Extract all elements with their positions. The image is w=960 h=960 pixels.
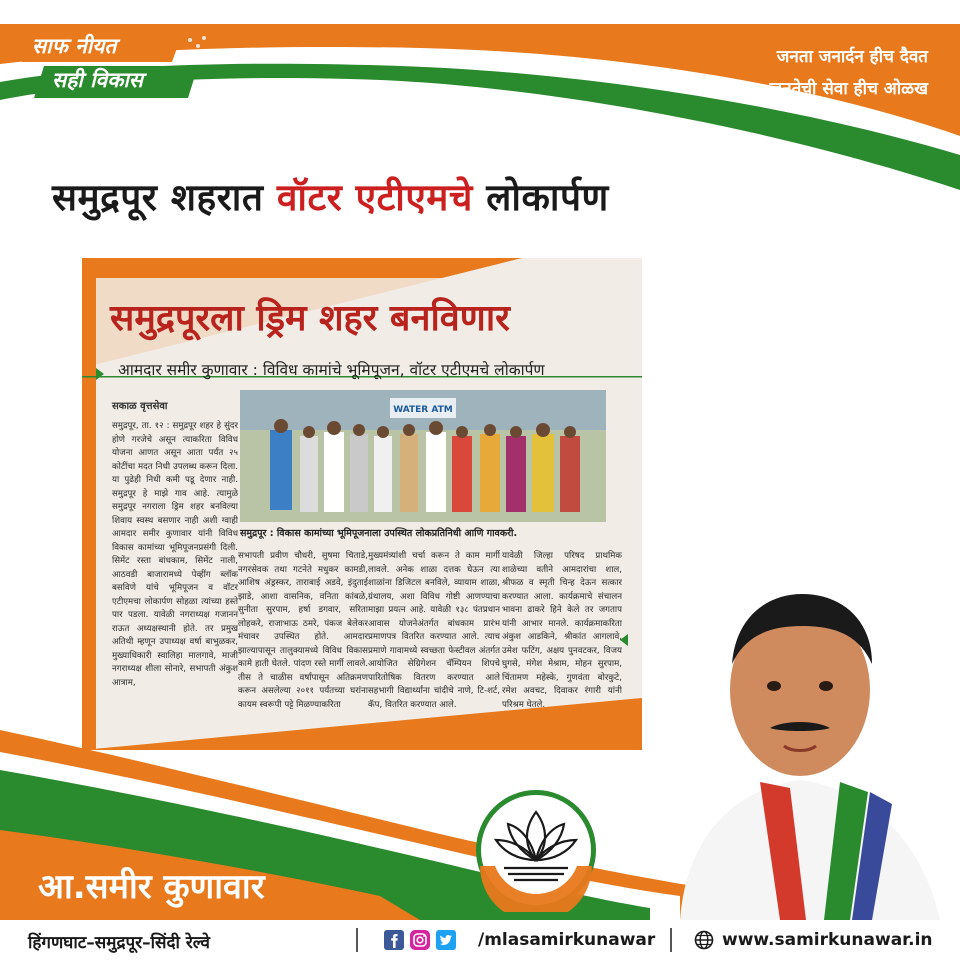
- lotus-emblem-icon: [474, 788, 598, 912]
- slogan-line-2: जनतेची सेवा हीच ओळख: [769, 79, 928, 99]
- article-column-3: मुख्यमंत्र्यांशी चर्चा करून ते काम मार्गी लावले. अनेक शाळा दत्तक घेऊन त्या शाळांना डिजिटल बनविले, व्यायाम शाळा, ग्रंथालय, अशा विविध गोष्टी आणण्याचा माझा प्रयत्न आहे. यावेळी १३८ पंतप्रधान आवास योजनेअंतर्गत बांधकाम प्रारंभ प्रमाणपत्र वितरित करण्यात आले. त्याच प्रमाणे गावामध्ये स्वच्छता फेस्टीवल अंतर्गत आयोजित सेग्रिगेशन चॅम्पियन शिपचे पारितोषिक वितरण करण्यात आले सहभागी विद्यार्थ्यांना चांदीचे नाणे, टि-शर्ट, कॅप, वितरित करण्यात आले.: [368, 551, 500, 710]
- facebook-icon[interactable]: [384, 930, 404, 950]
- campaign-logo: [22, 28, 210, 102]
- person-name: आ.समीर कुणावार: [38, 867, 265, 907]
- newspaper-byline: सकाळ वृत्तसेवा: [112, 401, 168, 412]
- globe-icon: [694, 930, 714, 950]
- newspaper-subtitle: आमदार समीर कुणावार : विविध कामांचे भूमिपूजन, वॉटर एटीएमचे लोकार्पण: [118, 361, 545, 379]
- logo-line-2: सही विकास: [52, 68, 143, 92]
- photo-sign-text: WATER ATM: [393, 405, 453, 415]
- event-photo: [240, 390, 606, 522]
- footer-divider: [670, 928, 672, 952]
- website-link[interactable]: www.samirkunawar.in: [722, 930, 933, 950]
- constituency-text: हिंगणघाट–समुद्रपूर–सिंदी रेल्वे: [28, 933, 210, 953]
- instagram-icon[interactable]: [410, 930, 430, 950]
- footer: [0, 920, 960, 960]
- newspaper-clipping: [82, 258, 642, 750]
- footer-divider: [356, 928, 358, 952]
- logo-line-1: साफ नीयत: [32, 34, 117, 58]
- newspaper-title: समुद्रपूरला ड्रिम शहर बनविणार: [110, 298, 510, 339]
- article-column-1: समुद्रपूर, ता. १२ : समुद्रपूर शहर हे सुंदर होणे गरजेचे असून त्याकरिता विविध योजना आणत असून आता पर्यंत २५ कोटींचा मदत निधी उपलब्ध करून दिला. या पुढेही निधी कमी पडू देणार नाही. समुद्रपूर हे माझे गाव आहे. त्यामुळे समुद्रपूर नगराला ड्रिम शहर बनविल्या शिवाय स्वस्थ बसणार नाही अशी ग्वाही आमदार समीर कुणावार यांनी विविध विकास कामांच्या भूमिपूजनप्रसंगी दिली. सिमेंट रस्ता बांधकाम, सिमेंट नाली, आठवडी बाजारामध्ये पेव्हींग ब्लॉक बसविणे यांचे भूमिपूजन व वॉटर एटीएमचा लोकार्पण सोहळा त्यांच्या हस्ते पार पडला. यावेळी नगराध्यक्ष गजानन राऊत अध्यक्षस्थानी होते. तर प्रमुख अतिथी म्हणून उपाध्यक्ष वर्षा बाभुळकर, मुख्याधिकारी स्वालिहा मालगावे, माजी नगराध्यक्ष शीला सोनारे, सभापती अंकुश आत्राम,: [112, 421, 238, 688]
- headline-part-3: लोकार्पण: [472, 176, 609, 219]
- social-handle[interactable]: /mlasamirkunawar: [478, 930, 656, 950]
- headline: [52, 170, 609, 221]
- article-column-2: सभापती प्रवीण चौधरी, सुषमा चिताडे, नगरसेवक तथा गटनेते मधुकर कामडी, आशिष अंड्रस्कर, ताराबाई अडवे, इंदुताई झाडे, आशा वासनिक, वनिता कांबळे, सुनीता सुरपाम, हर्षा डगवार, सरिता लोहकरे, राजाभाऊ ठमरे, पंकज बेलेकर मंचावर उपस्थित होते. आमदार झाल्यापासून तालुक्यामध्ये विविध विकास कामे हाती घेतले. पांदण रस्ते मार्गी लावले. तीस ते चाळीस वर्षांपासून अतिक्रमण करून असलेल्या २०११ पर्यंतच्या घरांना कायम स्वरूपी पट्टे मिळण्याकरिता: [238, 551, 368, 710]
- twitter-icon[interactable]: [436, 930, 456, 950]
- slogan-line-1: जनता जनार्दन हीच दैवत: [776, 47, 928, 67]
- photo-caption: समुद्रपूर : विकास कामांच्या भूमिपूजनाला उपस्थित लोकप्रतिनिधी आणि गावकरी.: [240, 528, 518, 539]
- portrait-image: [640, 560, 960, 920]
- article-column-4: यावेळी जिल्हा परिषद प्राथमिक शाळेच्या वतीने आमदारांचा शाल, श्रीफळ व स्मृती चिन्ह देऊन सत्कार करण्यात आला. कार्यक्रमाचे संचालन भावना ढाकरे हिने केले तर जगताप यांनी आभार मानले. कार्यक्रमाकरिता अंकुश आडकिने, श्रीकांत आगलावे, उमेश फटिंग, अक्षय पुनवटकर, विजय घुगसे, मंगेश मेश्राम, मोहन सुरपाम, चिंतामण महेस्के, गुणवंता बोरकुटे, रमेश अवचट, दिवाकर रंगारी यांनी परिश्रम घेतले.: [502, 551, 622, 710]
- headline-highlight: वॉटर एटीएमचे: [276, 176, 473, 219]
- headline-part-1: समुद्रपूर शहरात: [52, 176, 277, 219]
